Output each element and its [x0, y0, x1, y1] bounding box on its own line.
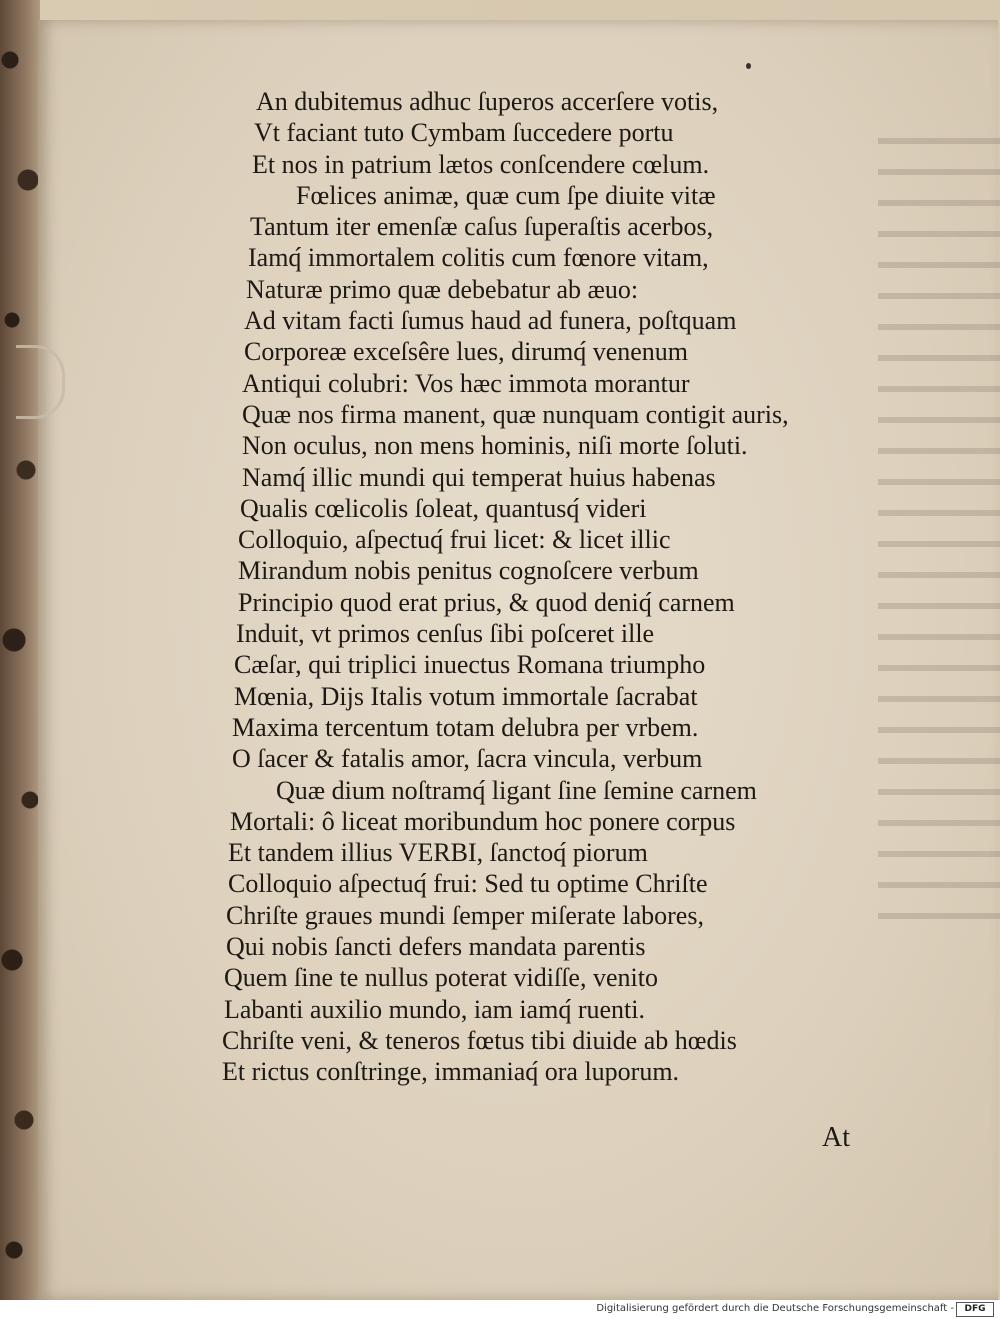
funding-notice: Digitalisierung gefördert durch die Deutsche Forschungsgemeinschaft -: [596, 1303, 954, 1314]
verse-line: Colloquio, aſpectuq́ frui licet: & licet illic: [238, 525, 671, 555]
verse-line: Quæ dium noſtramq́ ligant ſine ſemine carnem: [276, 775, 757, 805]
verse-line: Naturæ primo quæ debebatur ab æuo:: [246, 274, 639, 304]
dfg-logo: DFG: [956, 1302, 994, 1317]
verse-line: An dubitemus adhuc ſuperos accerſere votis,: [256, 87, 719, 116]
verse-line: Ad vitam facti ſumus haud ad funera, poſtquam: [244, 306, 737, 336]
verse-line: Namq́ illic mundi qui temperat huius habenas: [242, 462, 716, 492]
verse-line: Antiqui colubri: Vos hæc immota morantur: [242, 368, 690, 398]
verse-line: Quem ſine te nullus poterat vidiſſe, venito: [224, 963, 658, 993]
verse-line: Mœnia, Dijs Italis votum immortale ſacrabat: [234, 681, 698, 711]
verse-line: Fœlices animæ, quæ cum ſpe diuite vitæ: [296, 180, 716, 210]
verse-line: Maxima tercentum totam delubra per vrbem.: [232, 712, 699, 742]
verse-line: Et tandem illius VERBI, ſanctoq́ piorum: [228, 838, 648, 868]
verse-text: [222, 86, 882, 1088]
verse-line: Induit, vt primos cenſus ſibi poſceret ille: [236, 619, 655, 649]
binding-clasp: [16, 345, 65, 419]
verse-line: Corporeæ exceſsêre lues, dirumq́ venenum: [244, 337, 689, 367]
verse-line: Mirandum nobis penitus cognoſcere verbum: [238, 556, 699, 586]
verse-line: Mortali: ô liceat moribundum hoc ponere corpus: [230, 806, 736, 836]
verse-line: Chriſte graues mundi ſemper miſerate labores,: [226, 900, 704, 930]
catchword: At: [822, 1122, 850, 1153]
verse-line: O ſacer & fatalis amor, ſacra vincula, verbum: [232, 744, 703, 774]
verse-line: Cæſar, qui triplici inuectus Romana triumpho: [234, 650, 706, 680]
verse-line: Chriſte veni, & teneros fœtus tibi diuide ab hœdis: [222, 1025, 737, 1055]
facing-page-bleed: [878, 120, 1000, 940]
verse-line: Tantum iter emenſæ caſus ſuperaſtis acerbos,: [250, 212, 714, 242]
book-binding: [0, 0, 40, 1300]
ink-dot: [746, 63, 751, 69]
verse-line: Et nos in patrium lætos conſcendere cœlum.: [252, 149, 710, 179]
verse-line: Qualis cœlicolis ſoleat, quantusq́ videri: [240, 493, 647, 523]
verse-line: Iamq́ immortalem colitis cum fœnore vitam,: [248, 243, 709, 273]
verse-line: Quæ nos firma manent, quæ nunquam contigit auris,: [242, 399, 789, 429]
verse-line: Labanti auxilio mundo, iam iamq́ ruenti.: [224, 994, 645, 1024]
verse-line: Vt faciant tuto Cymbam ſuccedere portu: [254, 118, 674, 148]
verse-line: Colloquio aſpectuq́ frui: Sed tu optime Chriſte: [228, 869, 708, 899]
verse-line: Principio quod erat prius, & quod deniq́ carnem: [238, 587, 735, 617]
verse-line: Qui nobis ſancti defers mandata parentis: [226, 932, 646, 962]
verse-line: Non oculus, non mens hominis, niſi morte ſoluti.: [242, 431, 748, 461]
verse-line: Et rictus conſtringe, immaniaq́ ora luporum.: [222, 1057, 680, 1087]
